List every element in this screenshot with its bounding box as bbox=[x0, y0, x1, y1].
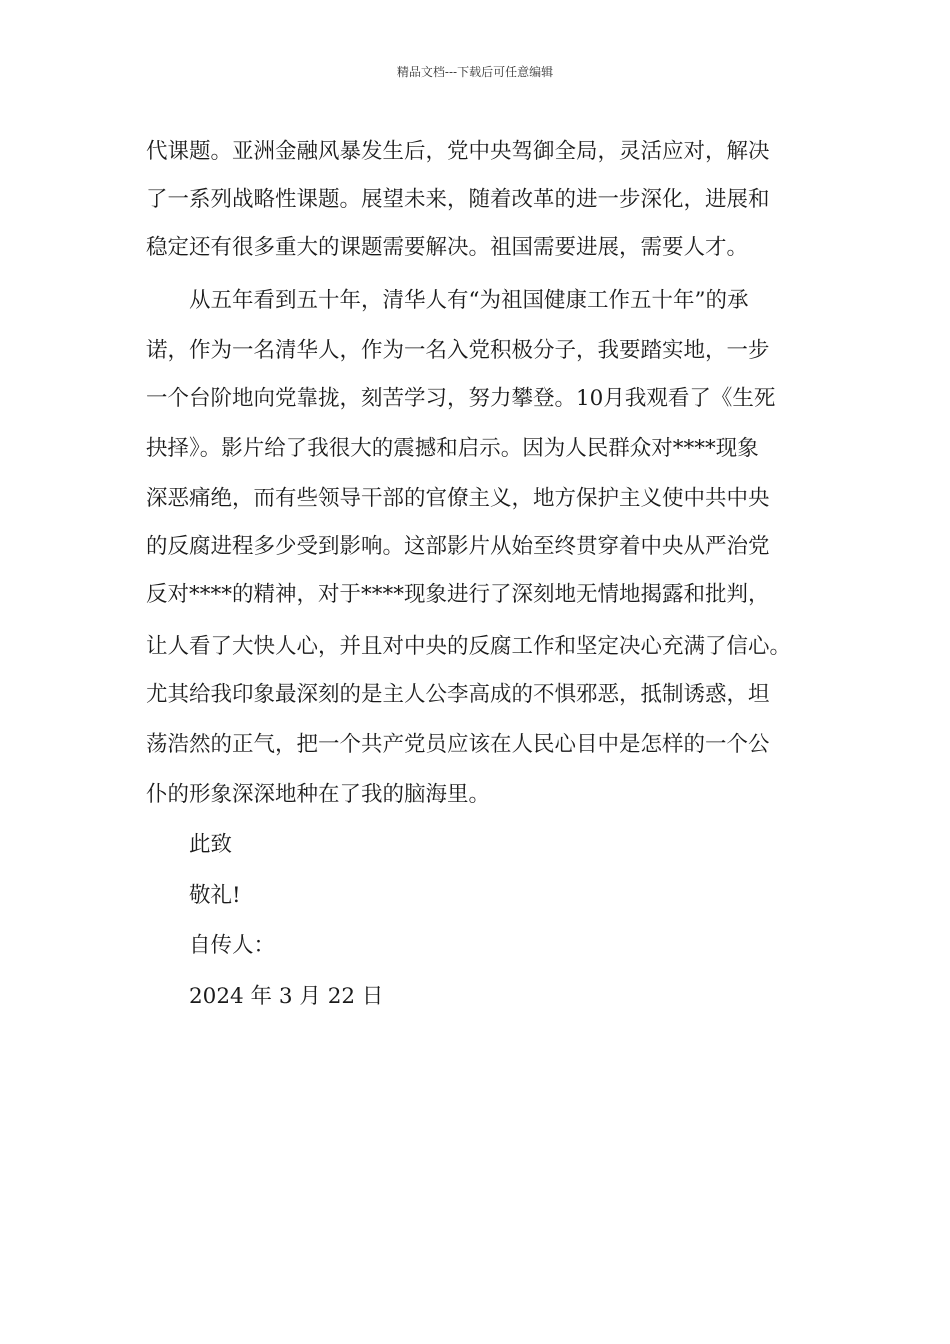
closing-date: 2024 年 3 月 22 日 bbox=[189, 984, 384, 1009]
body-line: 的反腐进程多少受到影响。这部影片从始至终贯穿着中央从严治党 bbox=[146, 534, 770, 559]
body-line: 了一系列战略性课题。展望未来，随着改革的进一步深化，进展和 bbox=[146, 187, 770, 212]
body-line: 从五年看到五十年，清华人有“为祖国健康工作五十年”的承 bbox=[146, 288, 749, 313]
body-line: 一个台阶地向党靠拢，刻苦学习，努力攀登。10月我观看了《生死 bbox=[146, 386, 776, 411]
body-line: 深恶痛绝，而有些领导干部的官僚主义，地方保护主义使中共中央 bbox=[146, 486, 770, 511]
body-line: 代课题。亚洲金融风暴发生后，党中央驾御全局，灵活应对，解决 bbox=[146, 139, 770, 164]
closing-author: 自传人： bbox=[189, 933, 276, 958]
body-line: 抉择》。影片给了我很大的震撼和启示。因为人民群众对****现象 bbox=[146, 436, 759, 461]
body-line: 诺，作为一名清华人，作为一名入党积极分子，我要踏实地，一步 bbox=[146, 338, 770, 363]
closing-salutation: 此致 bbox=[189, 832, 233, 857]
body-line: 尤其给我印象最深刻的是主人公李高成的不惧邪恶，抵制诱惑，坦 bbox=[146, 682, 770, 707]
body-line: 让人看了大快人心，并且对中央的反腐工作和坚定决心充满了信心。 bbox=[146, 634, 792, 659]
body-line: 稳定还有很多重大的课题需要解决。祖国需要进展，需要人才。 bbox=[146, 235, 749, 260]
body-line: 反对****的精神，对于****现象进行了深刻地无情地揭露和批判， bbox=[146, 582, 770, 607]
page-header-watermark: 精品文档---下载后可任意编辑 bbox=[396, 65, 554, 79]
closing-regards: 敬礼! bbox=[189, 883, 241, 908]
body-line: 荡浩然的正气，把一个共产党员应该在人民心目中是怎样的一个公 bbox=[146, 732, 770, 757]
body-line: 仆的形象深深地种在了我的脑海里。 bbox=[146, 782, 491, 807]
